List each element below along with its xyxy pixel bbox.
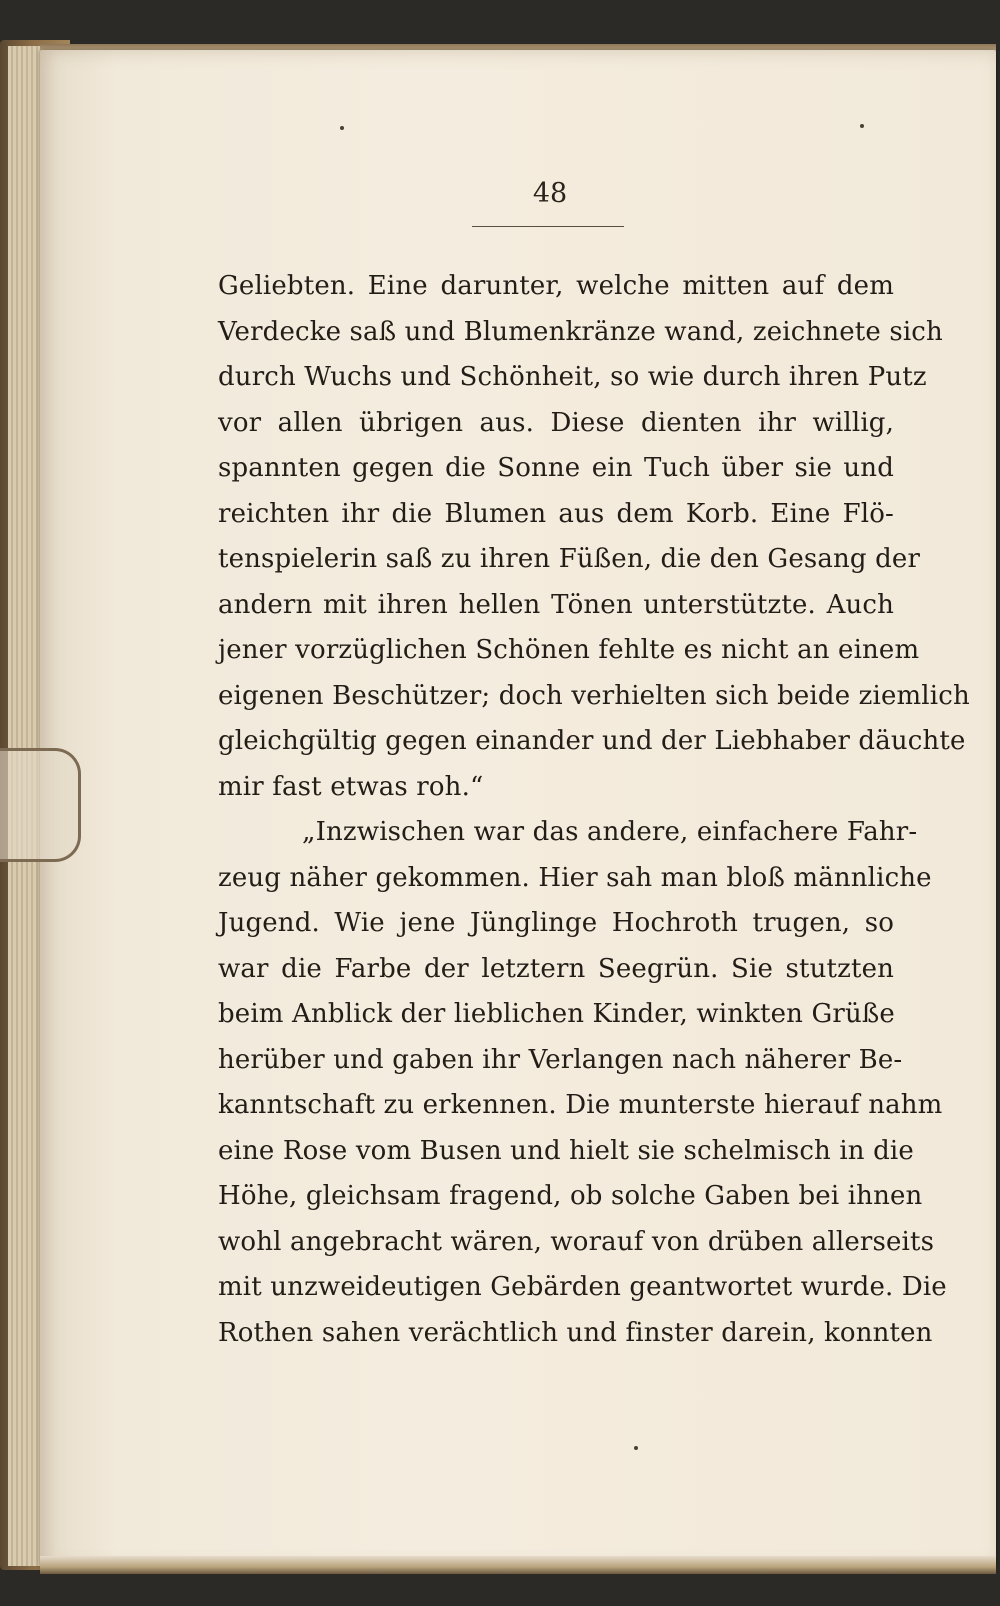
speck <box>340 126 344 130</box>
text-line: gleichgültig gegen einander und der Liebhaber däuchte <box>218 726 966 756</box>
text-line: durch Wuchs und Schönheit, so wie durch ihren Putz <box>218 362 927 392</box>
body-text <box>218 264 970 1356</box>
text-line: eine Rose vom Busen und hielt sie schelmisch in die <box>218 1135 914 1166</box>
page-clip <box>0 748 81 862</box>
text-line: reichten ihr die Blumen aus dem Korb. Eine Flö- <box>218 498 894 529</box>
text-line: war die Farbe der letztern Seegrün. Sie stutzten <box>218 953 894 984</box>
text-line: Jugend. Wie jene Jünglinge Hochroth trugen, so <box>218 908 894 938</box>
text-line: herüber und gaben ihr Verlangen nach näherer Be- <box>218 1044 903 1075</box>
speck <box>634 1446 638 1450</box>
text-line: mit unzweideutigen Gebärden geantwortet wurde. Die <box>218 1272 947 1302</box>
speck <box>860 124 864 128</box>
text-line: zeug näher gekommen. Hier sah man bloß männliche <box>218 862 932 893</box>
header-rule <box>472 226 624 227</box>
text-line: andern mit ihren hellen Tönen unterstützte. Auch <box>218 589 894 620</box>
text-line: spannten gegen die Sonne ein Tuch über sie und <box>218 453 894 483</box>
text-line: kanntschaft zu erkennen. Die munterste hierauf nahm <box>218 1090 943 1120</box>
text-line: vor allen übrigen aus. Diese dienten ihr willig, <box>218 407 894 438</box>
book-bottom-edge <box>40 1556 996 1574</box>
page-number: 48 <box>532 178 568 209</box>
text-line: mir fast etwas roh.“ <box>218 771 484 802</box>
text-line: Höhe, gleichsam fragend, ob solche Gaben bei ihnen <box>218 1181 923 1211</box>
text-line: Verdecke saß und Blumenkränze wand, zeichnete sich <box>218 316 943 347</box>
text-line: „Inzwischen war das andere, einfachere Fahr- <box>302 817 918 847</box>
text-line: eigenen Beschützer; doch verhielten sich beide ziemlich <box>218 680 970 711</box>
text-line: Rothen sahen verächtlich und finster darein, konnten <box>218 1317 933 1348</box>
text-line: tenspielerin saß zu ihren Füßen, die den Gesang der <box>218 544 921 574</box>
text-line: Geliebten. Eine darunter, welche mitten auf dem <box>218 271 894 301</box>
text-line: beim Anblick der lieblichen Kinder, winkten Grüße <box>218 999 895 1029</box>
text-line: wohl angebracht wären, worauf von drüben allerseits <box>218 1226 935 1257</box>
text-line: jener vorzüglichen Schönen fehlte es nicht an einem <box>218 635 920 665</box>
